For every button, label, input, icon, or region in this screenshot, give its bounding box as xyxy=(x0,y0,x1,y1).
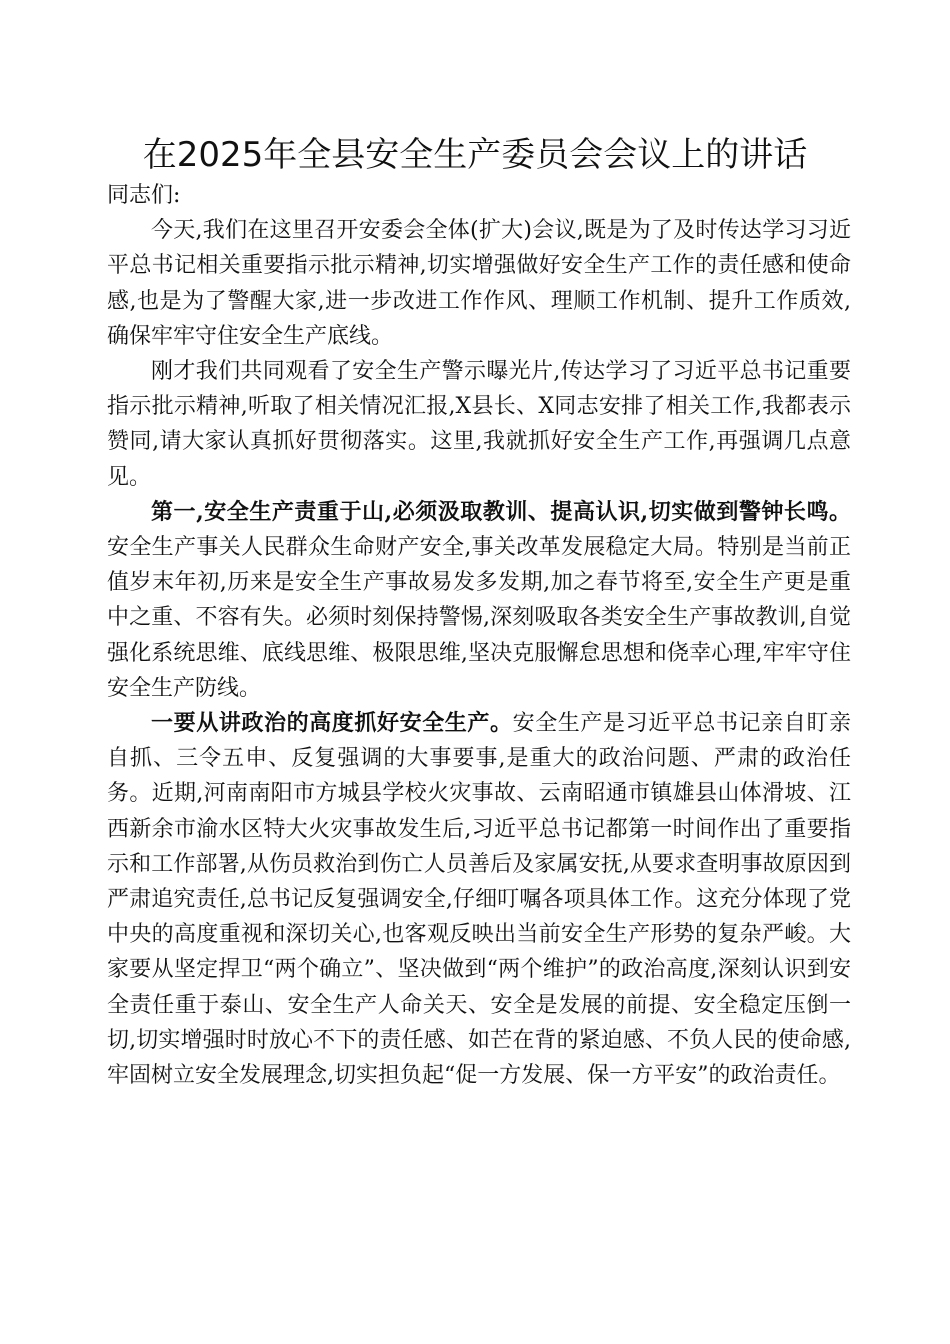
paragraph-lead: 第一,安全生产责重于山,必须汲取教训、提高认识,切实做到警钟长鸣。 xyxy=(151,498,851,525)
document-body xyxy=(107,178,851,1093)
paragraph-text: 安全生产是习近平总书记亲自盯亲自抓、三令五申、反复强调的大事要事,是重大的政治问题、严肃的政治任务。近期,河南南阳市方城县学校火灾事故、云南昭通市镇雄县山体滑坡、江西新余市渝水区特大火灾事故发生后,习近平总书记都第一时间作出了重要指示和工作部署,从伤员救治到伤亡人员善后及家属安抚,从要求查明事故原因到严肃追究责任,总书记反复强调安全,仔细叮嘱各项具体工作。这充分体现了党中央的高度重视和深切关心,也客观反映出当前安全生产形势的复杂严峻。大家要从坚定捍卫“两个确立”、坚决做到“两个维护”的政治高度,深刻认识到安全责任重于泰山、安全生产人命关天、安全是发展的前提、安全稳定压倒一切,切实增强时时放心不下的责任感、如芒在背的紧迫感、不负人民的使命感,牢固树立安全发展理念,切实担负起“促一方发展、保一方平安”的政治责任。 xyxy=(107,711,851,1089)
document-title: 在2025年全县安全生产委员会会议上的讲话 xyxy=(142,135,808,175)
salutation: 同志们: xyxy=(107,183,181,208)
paragraph-lead: 一要从讲政治的高度抓好安全生产。 xyxy=(151,710,513,737)
paragraph-intro xyxy=(107,213,851,354)
paragraph-point-one xyxy=(107,495,851,706)
paragraph-text: 刚才我们共同观看了安全生产警示曝光片,传达学习了习近平总书记重要指示批示精神,听取了相关情况汇报,X县长、X同志安排了相关工作,我都表示赞同,请大家认真抓好贯彻落实。这里,我就抓好安全生产工作,再强调几点意见。 xyxy=(107,359,851,490)
paragraph-subpoint-one xyxy=(107,706,851,1093)
paragraph-text: 今天,我们在这里召开安委会全体(扩大)会议,既是为了及时传达学习习近平总书记相关重要指示批示精神,切实增强做好安全生产工作的责任感和使命感,也是为了警醒大家,进一步改进工作作风、理顺工作机制、提升工作质效,确保牢牢守住安全生产底线。 xyxy=(107,218,851,349)
paragraph-summary xyxy=(107,354,851,495)
paragraph-text: 安全生产事关人民群众生命财产安全,事关改革发展稳定大局。特别是当前正值岁末年初,历来是安全生产事故易发多发期,加之春节将至,安全生产更是重中之重、不容有失。必须时刻保持警惕,深刻吸取各类安全生产事故教训,自觉强化系统思维、底线思维、极限思维,坚决克服懈怠思想和侥幸心理,牢牢守住安全生产防线。 xyxy=(107,535,851,701)
